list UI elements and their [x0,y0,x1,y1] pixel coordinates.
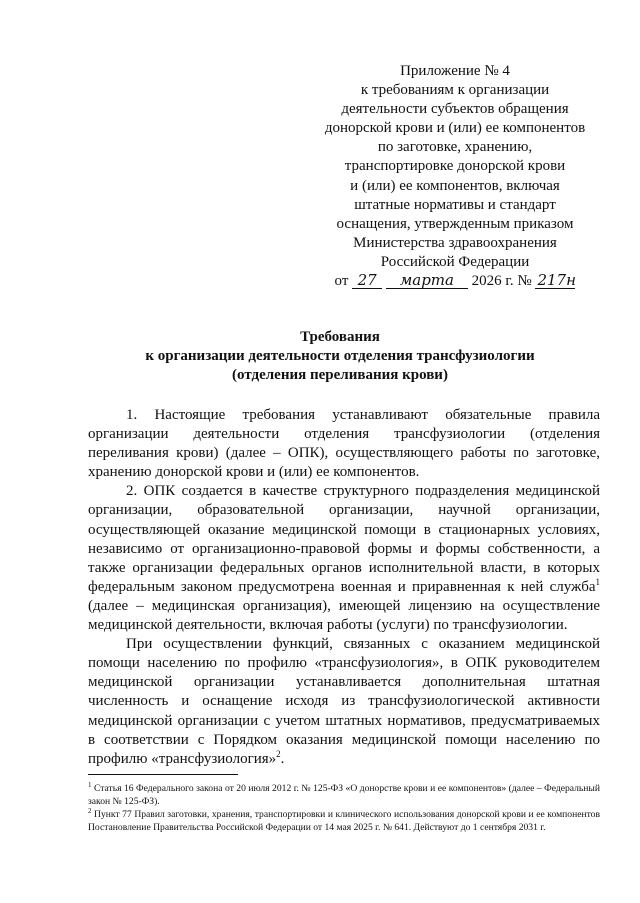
annex-line: Российской Федерации [380,253,530,270]
title-line-2: к организации деятельности отделения трансфузиологии [145,348,535,364]
handwritten-month: марта [386,273,468,289]
date-year: 2026 г. № [471,273,532,290]
paragraph-2 [88,482,600,635]
document-body [88,406,600,769]
footnote-2 [88,808,600,834]
title-line-3: (отделения переливания крови) [232,367,448,383]
annex-line: штатные нормативы и стандарт [354,196,556,213]
title-line-1: Требования [300,329,380,345]
annex-line: донорской крови и (или) ее компонентов [324,120,586,137]
annex-line: Министерства здравоохранения [353,234,557,251]
footnote-divider [88,774,238,775]
paragraph-3-text: При осуществлении функций, связанных с оказанием медицинской помощи населению по профилю «трансфузиология», в ОПК руководителем медицинской организации устанавливается дополнительная штатная численность и оснащение исходя из трансфузиологической активности медицинской организации с учетом штатных нормативов, предусматриваемых в соответствии с Порядком оказания медицинской помощи населению по профилю «трансфузиология» [88,636,600,767]
paragraph-3-tail: . [280,750,285,767]
document-title [60,328,620,385]
annex-line: по заготовке, хранению, [377,139,533,156]
paragraph-2-text: 2. ОПК создается в качестве структурного подразделения медицинской организации, образовательной организации, научной организации, осуществляющей оказание медицинской помощи в стационарных условиях, независимо от организационно-правовой формы и формы собственности, а также организации федеральных органов исполнительной власти, в которых федеральным законом предусмотрена военная и приравненная к ней служба [88,483,600,595]
annex-line: оснащения, утвержденным приказом [336,215,574,232]
date-prefix: от [334,273,349,290]
handwritten-order-number: 217н [537,271,576,290]
footnote-1-text: Статья 16 Федерального закона от 20 июля 2012 г. № 125-ФЗ «О донорстве крови и ее компонентов» (далее – Федеральный закон № 125-ФЗ). [88,783,600,807]
annex-line: и (или) ее компонентов, включая [350,177,560,194]
annex-line: транспортировке донорской крови [344,158,566,175]
paragraph-3 [88,635,600,769]
footnote-2-text: Пункт 77 Правил заготовки, хранения, транспортировки и клинического использования донорской крови и ее компонентов Постановление Правительства Российской Федерации от 14 мая 2025 г. № 641. Действуют до 1 сентября 2031 г. [88,809,600,833]
annex-line: деятельности субъектов обращения [341,101,569,118]
paragraph-2-tail: (далее – медицинская организация), имеющей лицензию на осуществление медицинской деятельности, включая работы (услуги) по трансфузиологии. [88,597,600,634]
order-date-line [318,272,592,291]
footnotes [88,782,600,834]
footnote-1-mark: 1 [88,780,92,789]
footnote-ref-2: 2 [276,748,281,759]
handwritten-day: 27 [352,273,382,289]
paragraph-1: 1. Настоящие требования устанавливают обязательные правила организации деятельности отделения трансфузиологии (отделения переливания крови) (далее – ОПК), осуществляющего работы по заготовке, хранению донорской крови и (или) ее компонентов. [88,407,600,481]
footnote-2-mark: 2 [88,806,92,815]
footnote-ref-1: 1 [595,576,600,587]
footnote-1 [88,782,600,808]
annex-header [318,62,592,291]
annex-line: Приложение № 4 [400,63,510,79]
annex-line: к требованиям к организации [360,82,550,99]
